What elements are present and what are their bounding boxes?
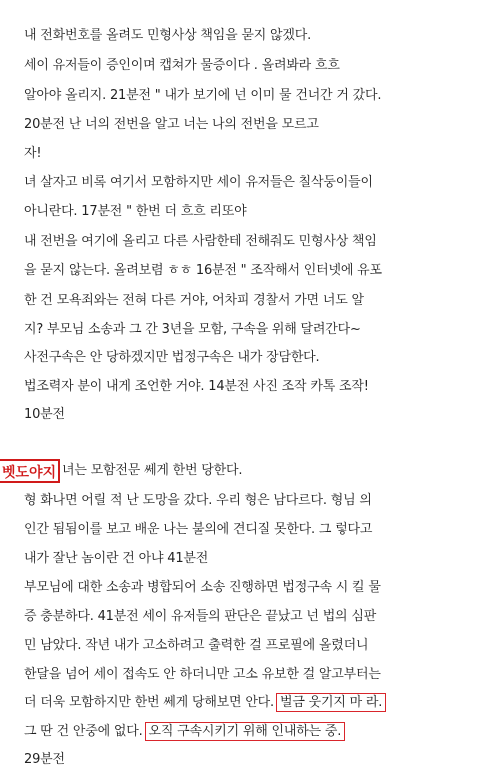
text-line: 부모님에 대한 소송과 병합되어 소송 진행하면 법정구속 시 킬 물: [24, 580, 381, 595]
text-line: 아니란다. 17분전 " 한번 더 흐흐 리또야: [24, 204, 247, 219]
text-line: 형 화나면 어릴 적 난 도망을 갔다. 우리 형은 남다르다. 형님 의: [24, 493, 372, 508]
text-line: 내 전번을 여기에 올리고 다른 사람한테 전해줘도 민형사상 책임: [24, 234, 377, 249]
red-stamp-label: 벳도야지: [0, 459, 60, 483]
text-fragment: 더 더욱 모함하지만 한번 쎄게 당해보면 안다.: [24, 695, 274, 710]
text-line: 녀 살자고 비록 여기서 모함하지만 세이 유저들은 칠삭둥이들이: [24, 175, 373, 190]
red-highlight-box: 오직 구속시키기 위해 인내하는 중.: [145, 722, 346, 741]
text-line: 내가 잘난 놈이란 건 아냐 41분전: [24, 551, 209, 566]
text-line: 지? 부모님 소송과 그 간 3년을 모함, 구속을 위해 달려간다~: [24, 322, 361, 337]
text-line-with-highlight: [24, 694, 386, 712]
text-line: 을 묻지 않는다. 올려보렴 ㅎㅎ 16분전 " 조작해서 인터넷에 유포: [24, 263, 382, 278]
text-line: 한 건 모욕죄와는 전혀 다른 거야, 어차피 경찰서 가면 너도 알: [24, 293, 364, 308]
text-line: 20분전 난 너의 전번을 알고 너는 나의 전번을 모르고: [24, 117, 319, 132]
text-line: 민 남았다. 작년 내가 고소하려고 출력한 걸 프로필에 올렸더니: [24, 638, 369, 653]
text-line: 29분전: [24, 752, 65, 767]
text-fragment: 그 딴 건 안중에 없다.: [24, 724, 143, 739]
text-line: 법조력자 분이 내게 조언한 거야. 14분전 사진 조작 카톡 조작!: [24, 379, 369, 394]
text-line: 알아야 올리지. 21분전 " 내가 보기에 넌 이미 물 건너간 거 갔다.: [24, 88, 382, 103]
text-line: 세이 유저들이 증인이며 캡쳐가 물증이다 . 올려봐라 흐흐: [24, 58, 340, 73]
text-line: 내 전화번호를 올려도 민형사상 책임을 묻지 않겠다.: [24, 28, 312, 43]
text-line-with-highlight: [24, 723, 345, 741]
text-line: 인간 됨됨이를 보고 배운 나는 불의에 견디질 못한다. 그 렇다고: [24, 522, 373, 537]
text-line: 한달을 넘어 세이 접속도 안 하더니만 고소 유보한 걸 알고부터는: [24, 667, 381, 682]
text-line: 녀는 모함전문 쎄게 한번 당한다.: [62, 463, 243, 478]
text-line: 자!: [24, 146, 42, 161]
text-line: 증 충분하다. 41분전 세이 유저들의 판단은 끝났고 넌 법의 심판: [24, 609, 377, 624]
text-line: 사전구속은 안 당하겠지만 법정구속은 내가 장담한다.: [24, 350, 320, 365]
red-highlight-box: 벌금 웃기지 마 라.: [276, 693, 386, 712]
text-line: 10분전: [24, 407, 65, 422]
